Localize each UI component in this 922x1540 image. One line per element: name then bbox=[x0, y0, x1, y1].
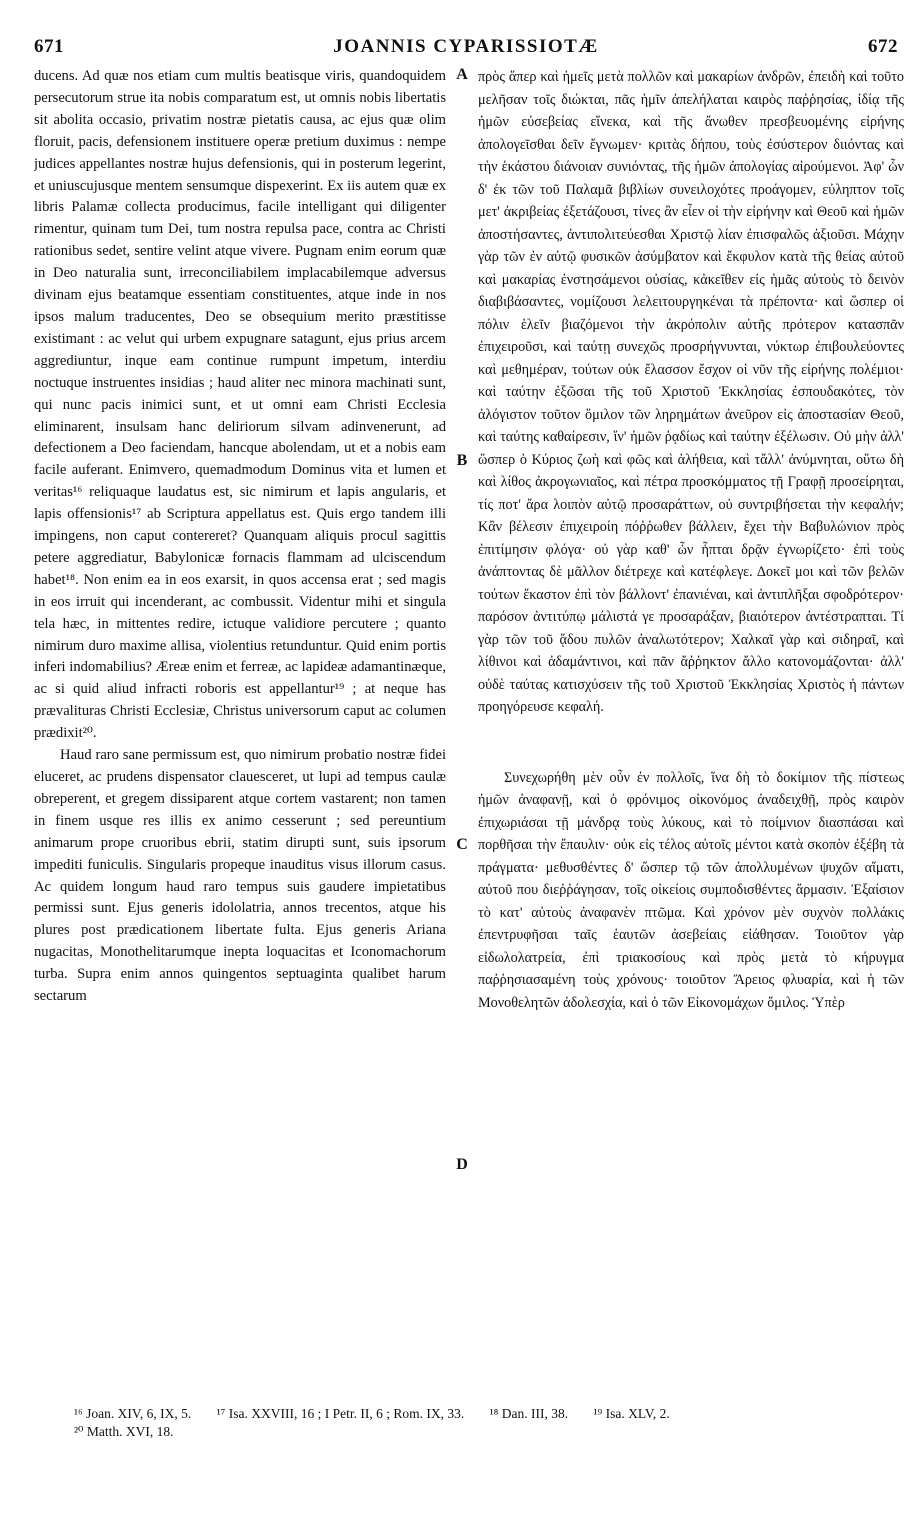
latin-paragraph-1: ducens. Ad quæ nos etiam cum multis beatisque viris, quandoquidem persecutorum strue ita nobis comparatum est, ut omnis nobis libertatis sit abolita occasio, privatim nostræ pietatis causa, ac ejus quæ olim floruit, pacis, defensionem instituere operæ pretium duximus : nempe judices appellantes nostræ hujus defensionis, qui in posterum legerint, et uniuscujusque mentem sensumque dispexerint. Ex iis autem quæ ex libris Palamæ collecta producimus, facile intelligant qui diligenter rimentur, quinam tum Dei, tum nostra repulsa pace, contra ac Christi rationibus sedet, sentire velint atque vivere. Pugnam enim eorum quæ in Deo naturalia sunt, irreconciliabilem implacabilemque adversus divinam ejus beatamque essentiam constituentes, atque inde in nos ipsos malum traducentes, Deo se obsequium merito præstitisse existimant : ac velut qui urbem expugnare satagunt, ejus prius arcem aggrediuntur, inque eam continue rumpunt impetum, interdiu noctuque instruentes insidias ; haud aliter nec minora machinati sunt, qui nunc pacis inimici sunt, et ut omni eam Christi Ecclesia eliminarent, insulsam hanc deliriorum silvam adinvenerunt, ad defectionem a Deo faciendam, hancque abolendam, ut et a nobis eam facile auferant. Enimvero, quemadmodum Dominus vita et lumen et veritas¹⁶ reliquaque laudatus est, sic nimirum et lapis angularis, et lapis offensionis¹⁷ ab Scriptura appellatus est. Quis ergo tandem illi impingens, non caput contereret? Quanquam aliquis procul sagittis petere aggrediatur, Babylonicæ fornacis flammam ad ulciscendum habet¹⁸. Non enim ea in eos exarsit, in quos accensa erat ; sed magis in eos irruit qui incenderant, ac combussit. Videntur mihi et singula tela hæc, in mittentes redire, ictuque validiore percutere ; quanto nimirum duro maxime allisa, violentius retunduntur. Quid enim portis inferi indomabilius? Æreæ enim et ferreæ, ac lapideæ adamantinæque, ac si quid aliud infracti roboris est appellantur¹⁹ ; at neque has prævalituras Christi Ecclesiæ, Christus universorum caput ac columen prædixit²⁰. bbox=[34, 68, 446, 742]
greek-paragraph-2: Συνεχωρήθη μὲν οὖν ἐν πολλοῖς, ἵνα δὴ τὸ δοκίμιον τῆς πίστεως ἡμῶν ἀναφανῇ, καὶ ὁ φρόνιμος οἰκονόμος ἀναδειχθῇ, πρὸς καιρὸν ἐπιχωριάσαι τῇ μάνδρᾳ τοὺς λύκους, καὶ τὸ ποίμνιον διασπάσαι καὶ πορθῆσαι τὴν ἔπαυλιν· οὐκ εἰς τέλος αὐτοῖς μέντοι κατὰ σκοπὸν ἐξέβη τὰ πράγματα· μεθυσθέντες δ' ὥσπερ τῷ τῶν ἀπολλυμένων ψυχῶν αἵματι, αὐτοῦ που διεῤῥάγησαν, τοῖς οἰκείοις συμποδισθέντες ἅρμασιν. Ἐξαίσιον τὸ κατ' αὐτοὺς ἀναφανὲν πτῶμα. Καὶ χρόνον μὲν συχνὸν πολλάκις ἐπεντρυφῆσαι ταῖς ἑαυτῶν ἀσεβείαις εἰάθησαν. Τοιοῦτον γὰρ εἰδωλολατρεία, ἐπὶ τριακοσίους καὶ πρὸς μετὰ τὸ κήρυγμα παῤῥησιασαμένη τοὺς χρόνους· τοιοῦτον Ἄρειος φλυαρία, καὶ ἡ τῶν Μονοθελητῶν ἀδολεσχία, καὶ ὁ τῶν Εἰκονομάχων ὅμιλος. Ὑπὲρ bbox=[478, 769, 904, 1011]
running-title: JOANNIS CYPARISSIOTÆ bbox=[333, 36, 599, 57]
footnote-18: ¹⁸ Dan. III, 38. bbox=[489, 1406, 569, 1421]
footnotes bbox=[74, 1405, 904, 1441]
page-number-right: 672 bbox=[868, 36, 898, 57]
section-marker-b: B bbox=[456, 452, 468, 469]
latin-column bbox=[34, 66, 446, 1404]
page-number-left: 671 bbox=[34, 36, 64, 57]
footnote-row-2 bbox=[74, 1423, 904, 1441]
greek-column bbox=[478, 66, 904, 1402]
section-marker-d: D bbox=[456, 1156, 468, 1173]
section-markers bbox=[447, 66, 477, 1406]
latin-paragraph-2: Haud raro sane permissum est, quo nimirum probatio nostræ fidei eluceret, ac prudens dispensator clauesceret, ut lupi ad tempus caulæ obreperent, et gregem dissiparent atque cortem vastarent; non tamen in finem usque res illis ex animo cesserunt ; sed pereuntium animarum prope cruoribus ebrii, statim dirupti sunt, suis ipsorum impediti funiculis. Singularis propeque inauditus visus illorum casus. Ac quidem longum haud raro tempus suis gaudere impietatibus permissi sunt. Ejus generis idololatria, annos trecentos, atque his plures post prædicationem libertate fulta. Ejus generis Ariana nugacitas, Monothelitarumque inepta loquacitas et Iconomachorum turba. Supra enim annos quingentos septuaginta qualibet harum sectarum bbox=[34, 747, 446, 1005]
footnote-16: ¹⁶ Joan. XIV, 6, IX, 5. bbox=[74, 1406, 192, 1421]
greek-paragraph-1: πρὸς ἅπερ καὶ ἡμεῖς μετὰ πολλῶν καὶ μακαρίων ἀνδρῶν, ἐπειδὴ καὶ τοῦτο μελῆσαν τοῖς διώκται, πᾶς ἡμῖν ἀπελήλαται καιρὸς παῤῥησίας, ἰδίᾳ τῆς ἡμῶν εὐσεβείας εἵνεκα, καὶ τῆς ἄνωθεν πρεσβευομένης εἰρήνης ἀπολογεῖσθαι δεῖν ἔγνωμεν· κριτὰς δήπου, τοὺς ἐσύστερον διιόντας καὶ τὴν ἑκάστου διάνοιαν συνιόντας, τῆς ἡμῶν ἀπολογίας αἱρούμενοι. Ἀφ' ὧν δ' ἐκ τῶν τοῦ Παλαμᾶ βιβλίων συνειλοχότες προάγομεν, εὐληπτον τοῖς μετ' ἀκριβείας ἐξετάζουσι, τίνες ἂν εἶεν οἱ τὴν εἰρήνην καὶ Θεοῦ καὶ ἡμῶν ἀποστήσαντες, ἀντιπολιτεύεσθαι Χριστῷ λίαν ἐπισφαλῶς ἀξιοῦσι. Μάχην γὰρ τῶν ἐν αὐτῷ φυσικῶν ἀσύμβατον καὶ ἔκφυλον κατὰ τῆς θείας αὐτοῦ καὶ μακαρίας ἐνστησάμενοι οὐσίας, κἀκεῖθεν εἰς ἡμᾶς αὐτοὺς τὸ δεινὸν διαβιβάσαντες, νομίζουσι λελειτουργηκέναι τὰ πρέποντα· καὶ ὥσπερ οἱ πόλιν ἑλεῖν βιαζόμενοι τὴν ἀκρόπολιν αὐτῆς πρότερον κατασπᾶν ἐπιχειροῦσι, καὶ ταύτῃ συνεχῶς προσρήγνυνται, νύκτωρ ἐπιβουλεύοντες καὶ μεθημέραν, τούτων οὐκ ἔλασσον ἔσχον οἱ νῦν τῆς εἰρήνης πολέμιοι· καὶ ταύτην ἐξῶσαι τῆς τοῦ Χριστοῦ Ἐκκλησίας ἐσπουδακότες, τὸν ἀλόγιστον τοῦτον ὅμιλον τῶν ληρημάτων ἀνεῦρον εἰς ἀποστασίαν Θεοῦ, καὶ ταύτης καθαίρεσιν, ἵν' ἡμῶν ῥᾳδίως καὶ ταύτην ἐξέλωσιν. Οὐ μὴν ἀλλ' ὥσπερ ὁ Κύριος ζωὴ καὶ φῶς καὶ ἀλήθεια, καὶ τἄλλ' ἀνύμνηται, οὕτω δὴ καὶ λίθος ἀκρογωνιαῖος, καὶ πέτρα προσκόμματος τῇ Γραφῇ προσείρηται, τίς ποτ' ἄρα λοιπὸν αὐτῷ προσαράττων, οὐ συντριβήσεται τὴν κεφαλήν; Κἂν βέλεσιν ἐπιχειροίη πόῤῥωθεν βάλλειν, ἔχει τὴν Βαβυλώνιον πρὸς ἐπιτίμησιν φλόγα· οὐ γὰρ καθ' ὧν ἧπται δρᾷν ἐγνωρίζετο· ἐπὶ τοὺς ἀνάπτοντας δὲ μᾶλλον διέτρεχε καὶ κατέφλεγε. Δοκεῖ μοι καὶ τῶν βελῶν τούτων ἕκαστον ἐπὶ τὸν βάλλοντ' ἐπανιέναι, καὶ ἀντιπλῆξαι σφοδρότερον· παρόσον ἀντιτύπῳ μάλιστά γε προσαράξαν, βιαιότερον ἀντέστραπται. Τί γὰρ τῶν τοῦ ᾅδου πυλῶν ἀναλωτότερον; Χαλκαῖ γὰρ καὶ σιδηραῖ, καὶ λίθινοι καὶ ἀδαμάντινοι, καὶ πᾶν ἄῤῥηκτον ἄλλο κατονομάζονται· ἀλλ' οὐδὲ ταύτας κατισχύσειν τῆς τοῦ Χριστοῦ Ἐκκλησίας Χριστὸς ἡ πάντων προηγόρευσε κεφαλή. bbox=[478, 69, 904, 715]
section-marker-c: C bbox=[456, 836, 468, 853]
footnote-row-1 bbox=[74, 1405, 904, 1423]
footnote-20: ²⁰ Matth. XVI, 18. bbox=[74, 1424, 174, 1439]
section-marker-a: A bbox=[456, 66, 468, 83]
page-header bbox=[34, 36, 898, 62]
footnote-17: ¹⁷ Isa. XXVIII, 16 ; I Petr. II, 6 ; Rom. IX, 33. bbox=[216, 1406, 465, 1421]
footnote-19: ¹⁹ Isa. XLV, 2. bbox=[593, 1406, 670, 1421]
